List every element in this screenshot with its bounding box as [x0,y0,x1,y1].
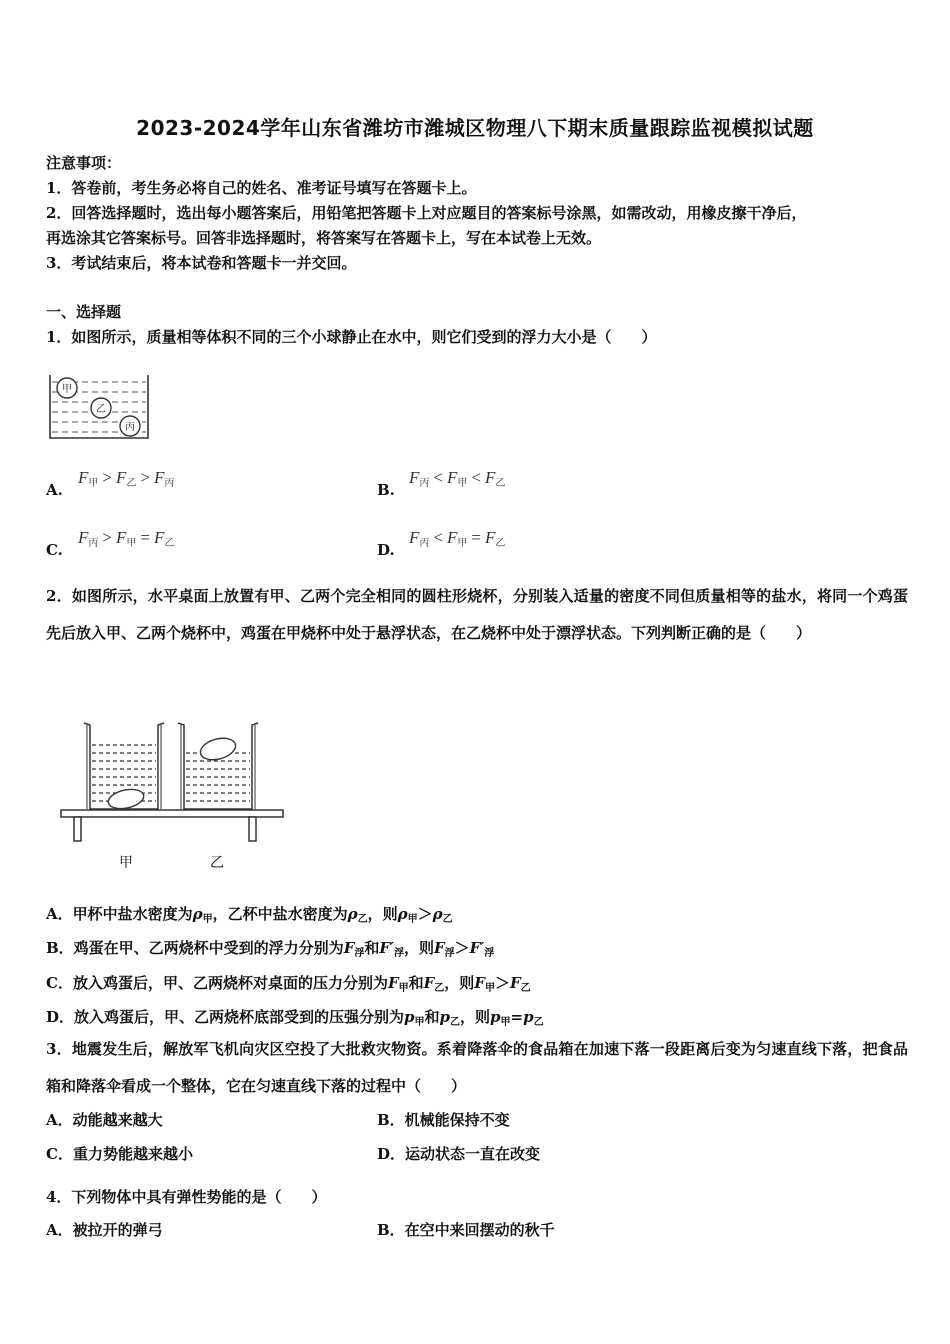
option-label: C. [46,541,63,559]
q1-option-c-formula: $F_丙 > F_甲 = F_乙$ [78,528,175,549]
notice-item: 1．答卷前，考生务必将自己的姓名、准考证号填写在答题卡上。 [46,179,477,197]
q1-option-d-formula: $F_丙 < F_甲 = F_乙$ [409,528,506,549]
q1-option-d[interactable] [377,540,395,559]
question-2-stem: 2．如图所示，水平桌面上放置有甲、乙两个完全相同的圆柱形烧杯，分别装入适量的密度不同但质量相等的盐水，将同一个鸡蛋先后放入甲、乙两个烧杯中，鸡蛋在甲烧杯中处于悬浮状态，在乙烧杯中处于漂浮状态。下列判断正确的是（ ） [46,587,908,642]
ball-yi [91,398,111,418]
q3-option-a[interactable]: A．动能越来越大 [46,1111,163,1129]
beaker-jia-caption: 甲 [119,855,133,871]
q3-option-c[interactable]: C．重力势能越来越小 [46,1145,193,1163]
ball-jia-label: 甲 [62,384,72,395]
ball-jia [57,378,77,398]
q2-beakers-figure [58,715,288,845]
ball-bing [120,416,140,436]
q1-option-a-formula: $F_甲 > F_乙 > F_丙$ [78,468,175,489]
option-label: A. [46,481,63,499]
egg-jia [107,786,146,811]
ball-bing-label: 丙 [125,422,135,433]
q3-option-b[interactable]: B．机械能保持不变 [377,1111,510,1129]
q2-option-c[interactable]: C．放入鸡蛋后，甲、乙两烧杯对桌面的压力分别为$F_甲$和$F_乙$，则$F_甲>F_乙$ [46,974,531,994]
notice-item: 2．回答选择题时，选出每小题答案后，用铅笔把答题卡上对应题目的答案标号涂黑，如需改动，用橡皮擦干净后， [46,204,807,222]
q1-option-c[interactable] [46,540,63,559]
q2-option-d[interactable]: D．放入鸡蛋后，甲、乙两烧杯底部受到的压强分别为$p_甲$和$p_乙$，则$p_甲=p_乙$ [46,1008,544,1028]
q2-option-a[interactable]: A．甲杯中盐水密度为$\rho_甲$，乙杯中盐水密度为$\rho_乙$，则$\rho_甲>\rho_乙$ [46,905,453,925]
q2-option-b[interactable]: B．鸡蛋在甲、乙两烧杯中受到的浮力分别为$F_浮$和$F'_浮$，则$F_浮>F'_浮$ [46,939,495,959]
option-label: B. [377,481,395,499]
q1-option-b-formula: $F_丙 < F_甲 < F_乙$ [409,468,506,489]
page-title: 2023-2024学年山东省潍坊市潍城区物理八下期末质量跟踪监视模拟试题 [136,116,814,140]
q4-option-b[interactable]: B．在空中来回摆动的秋千 [377,1221,555,1239]
q1-water-container-figure [46,370,156,442]
notice-item: 再选涂其它答案标号。回答非选择题时，将答案写在答题卡上，写在本试卷上无效。 [46,229,602,247]
question-1-stem: 1．如图所示，质量相等体积不同的三个小球静止在水中，则它们受到的浮力大小是（ ） [46,328,657,346]
q1-option-b[interactable] [377,480,395,499]
beaker-yi-caption: 乙 [210,855,224,871]
question-4-stem: 4．下列物体中具有弹性势能的是（ ） [46,1188,327,1206]
beaker-jia [84,723,164,812]
notice-item: 3．考试结束后，将本试卷和答题卡一并交回。 [46,254,357,272]
option-label: D. [377,541,395,559]
section-heading: 一、选择题 [46,303,122,321]
egg-yi [198,735,238,764]
question-3-stem: 3．地震发生后，解放军飞机向灾区空投了大批救灾物资。系着降落伞的食品箱在加速下落一段距离后变为匀速直线下落，把食品箱和降落伞看成一个整体，它在匀速直线下落的过程中（ ） [46,1040,908,1095]
q1-option-a[interactable] [46,480,63,499]
notice-heading: 注意事项： [46,154,122,172]
q4-option-a[interactable]: A．被拉开的弹弓 [46,1221,163,1239]
q3-option-d[interactable]: D．运动状态一直在改变 [377,1145,541,1163]
beaker-yi [178,723,258,809]
ball-yi-label: 乙 [96,404,106,415]
